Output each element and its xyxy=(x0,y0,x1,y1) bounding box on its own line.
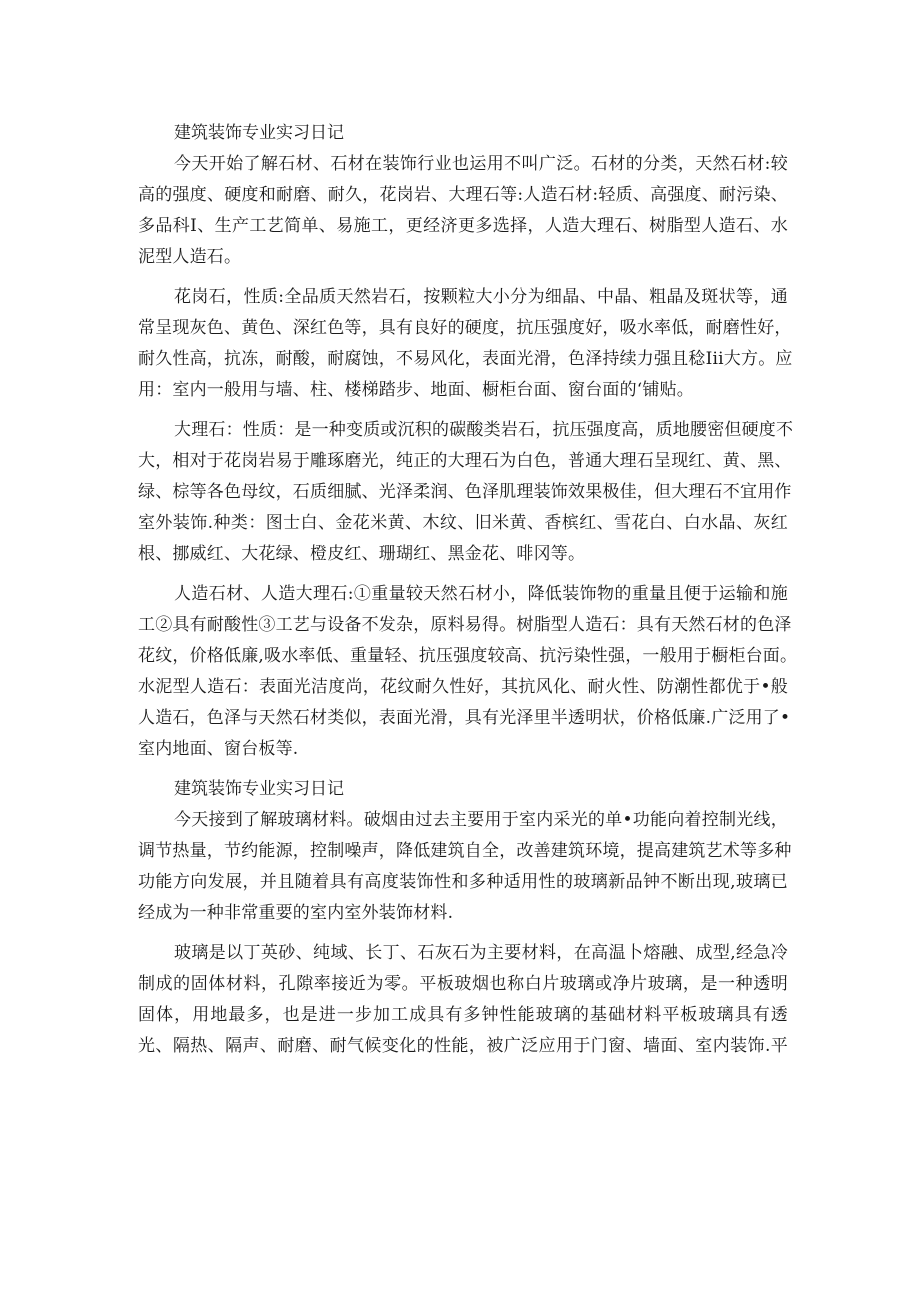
text-line: 泥型人造石。 xyxy=(138,247,242,267)
text-line: 今天开始了解石材、石材在装饰行业也运用不叫广泛。石材的分类，天然石材:较 xyxy=(174,154,788,174)
paragraph-marble xyxy=(138,415,794,570)
text-line: 用：室内一般用与墙、柱、楼梯踏步、地面、橱柜台面、窗台面的‘铺贴。 xyxy=(138,380,695,400)
paragraph-granite xyxy=(138,282,793,406)
paragraph-artificial-stone xyxy=(138,579,798,765)
text-line: 水泥型人造石：表面光洁度尚，花纹耐久性好，其抗风化、耐火性、防潮性都优于•般 xyxy=(138,677,788,697)
text-line: 根、挪威红、大花绿、橙皮红、珊瑚红、黑金花、啡冈等。 xyxy=(138,544,586,564)
text-line: 耐久性高，抗冻，耐酸，耐腐蚀，不易风化，表面光滑，色泽持续力强且稔Iii大方。应 xyxy=(138,349,793,369)
text-line: 光、隔热、隔声、耐磨、耐气候变化的性能，被广泛应用于门窗、墙面、室内装饰.平 xyxy=(138,1036,788,1056)
text-line: 室外装饰.种类：图士白、金花米黄、木纹、旧米黄、香槟红、雪花白、白水晶、灰红 xyxy=(138,513,788,533)
text-line: 制成的固体材料，孔隙率接近为零。平板玻烟也称白片玻璃或净片玻璃，是一种透明 xyxy=(138,974,788,994)
paragraph-stone-intro xyxy=(138,149,788,273)
text-line: 大，相对于花岗岩易于雕琢磨光，纯正的大理石为白色，普通大理石呈现红、黄、黑、 xyxy=(138,451,792,471)
text-line: 玻璃是以丁英砂、纯域、长丁、石灰石为主要材料，在高温卜熔融、成型,经急冷 xyxy=(174,943,788,963)
text-line: 花岗石，性质:全品质天然岩石，按颗粒大小分为细晶、中晶、粗晶及斑状等，通 xyxy=(174,287,788,307)
text-line: 室内地面、窗台板等. xyxy=(138,739,299,759)
text-line: 花纹，价格低廉,吸水率低、重量轻、抗压强度较高、抗污染性强，一般用于橱柜台面。 xyxy=(138,646,798,666)
text-line: 大理石：性质：是一种变质或沉积的碳酸类岩石，抗压强度高，质地腰密但硬度不 xyxy=(174,420,794,440)
text-line: 常呈现灰色、黄色、深红色等，具有良好的硬度，抗压强度好，吸水率低，耐磨性好， xyxy=(138,318,792,338)
text-line: 多品科I、生产工艺简单、易施工，更经济更多选择，人造大理石、树脂型人造石、水 xyxy=(138,216,788,236)
text-line: 人造石，色泽与天然石材类似，表面光滑，具有光泽里半透明状，价格低廉.广泛用了• xyxy=(138,708,791,728)
diary-title: 建筑装饰专业实习日记 xyxy=(174,779,344,799)
text-line: 调节热量，节约能源，控制噪声，降低建筑自全，改善建筑环境，提高建筑艺术等多种 xyxy=(138,841,792,861)
text-line: 人造石材、人造大理石:①重量较天然石材小，降低装饰物的重量且便于运输和施 xyxy=(174,584,788,604)
document-body xyxy=(138,118,798,1071)
paragraph-glass-intro xyxy=(138,805,792,929)
text-line: 功能方向发展，并且随着具有高度装饰性和多种适用性的玻璃新品钟不断出现,玻璃已 xyxy=(138,872,788,892)
text-line: 绿、棕等各色母纹，石质细腻、光泽柔润、色泽肌理装饰效果极佳，但大理石不宜用作 xyxy=(138,482,792,502)
diary-title: 建筑装饰专业实习日记 xyxy=(174,123,344,143)
text-line: 经成为一种非常重要的室内室外装饰材料. xyxy=(138,903,454,923)
paragraph-glass-material xyxy=(138,938,788,1062)
text-line: 今天接到了解玻璃材料。破烟由过去主要用于室内采光的单•功能向着控制光线， xyxy=(174,810,788,830)
text-line: 高的强度、硬度和耐磨、耐久，花岗岩、大理石等:人造石材:轻质、高强度、耐污染、 xyxy=(138,185,788,205)
text-line: 工②具有耐酸性③工艺与设备不发杂，原料易得。树脂型人造石：具有天然石材的色泽 xyxy=(138,615,792,635)
text-line: 固体，用地最多，也是进一步加工成具有多钟性能玻璃的基础材料平板玻璃具有透 xyxy=(138,1005,788,1025)
